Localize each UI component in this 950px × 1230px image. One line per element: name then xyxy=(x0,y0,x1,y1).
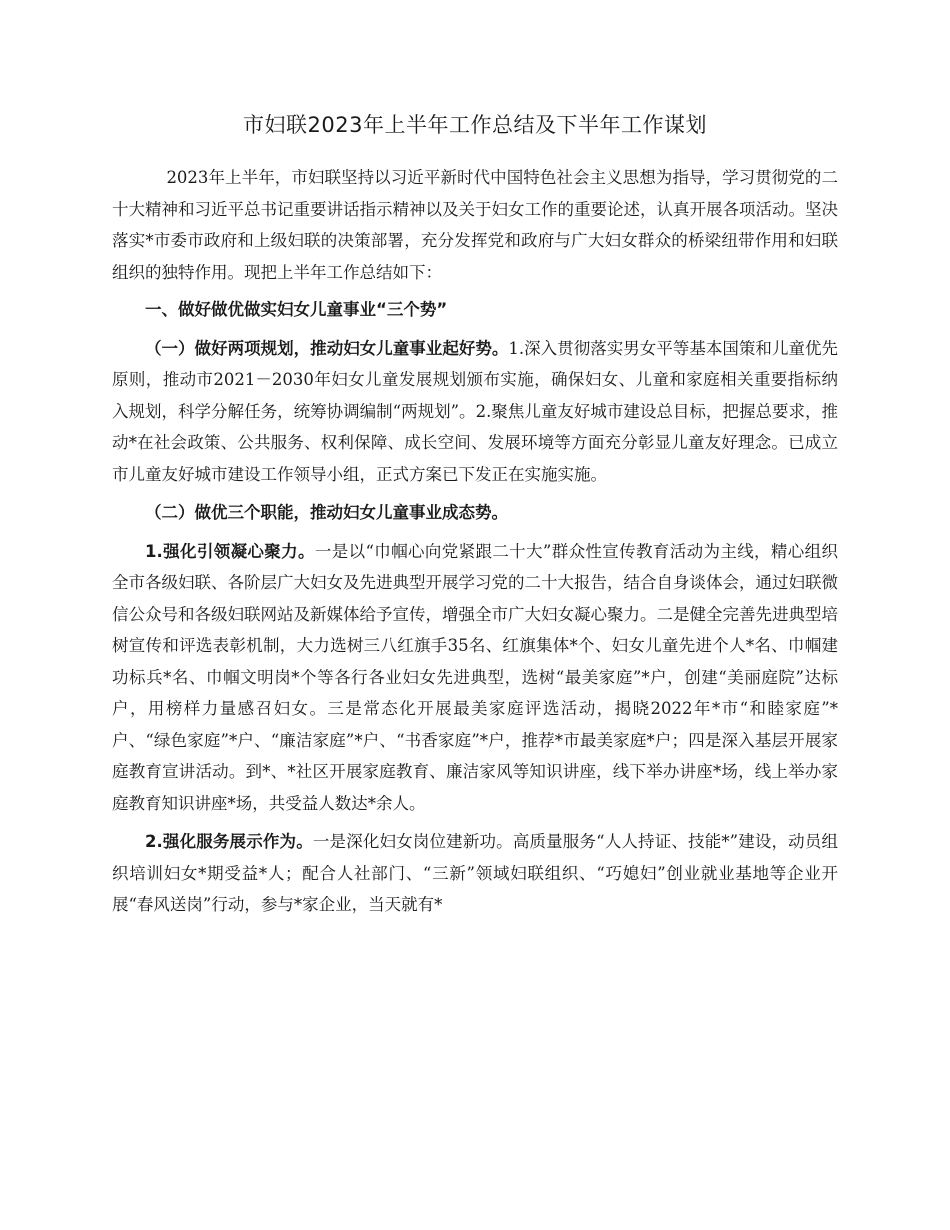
intro-paragraph: 2023年上半年，市妇联坚持以习近平新时代中国特色社会主义思想为指导，学习贯彻党的二十大精神和习近平总书记重要讲话指示精神以及关于妇女工作的重要论述，认真开展各项活动。坚决落实*市委市政府和上级妇联的决策部署，充分发挥党和政府与广大妇女群众的桥梁纽带作用和妇联组织的独特作用。现把上半年工作总结如下： xyxy=(112,168,838,282)
item-2-heading: 2.强化服务展示作为。 xyxy=(145,832,313,851)
item-1-body: 一是以“巾帼心向党紧跟二十大”群众性宣传教育活动为主线，精心组织全市各级妇联、各阶层广大妇女及先进典型开展学习党的二十大报告，结合自身谈体会，通过妇联微信公众号和各级妇联网站及新媒体给予宣传，增强全市广大妇女凝心聚力。二是健全完善先进典型培树宣传和评选表彰机制，大力选树三八红旗手35名、红旗集体*个、妇女儿童先进个人*名、巾帼建功标兵*名、巾帼文明岗*个等各行各业妇女先进典型，选树“最美家庭”*户，创建“美丽庭院”达标户，用榜样力量感召妇女。三是常态化开展最美家庭评选活动，揭晓2022年*市“和睦家庭”*户、“绿色家庭”*户、“廉洁家庭”*户、“书香家庭”*户，推荐*市最美家庭*户；四是深入基层开展家庭教育宣讲活动。到*、*社区开展家庭教育、廉洁家风等知识讲座，线下举办讲座*场，线上举办家庭教育知识讲座*场，共受益人数达*余人。 xyxy=(112,541,839,813)
document-page xyxy=(112,110,838,921)
item-1-heading: 1.强化引领凝心聚力。 xyxy=(145,541,315,561)
subsection-1-body: 1.深入贯彻落实男女平等基本国策和儿童优先原则，推动市2021－2030年妇女儿童发展规划颁布实施，确保妇女、儿童和家庭相关重要指标纳入规划，科学分解任务，统筹协调编制“两规划”。2.聚焦儿童友好城市建设总目标，把握总要求，推动*在社会政策、公共服务、权利保障、成长空间、发展环境等方面充分彰显儿童友好理念。已成立市儿童友好城市建设工作领导小组，正式方案已下发正在实施实施。 xyxy=(112,338,838,484)
subsection-1-heading: （一）做好两项规划，推动妇女儿童事业起好势。 xyxy=(145,338,509,358)
subsection-2-heading: （二）做优三个职能，推动妇女儿童事业成态势。 xyxy=(145,503,508,522)
subsection-2-paragraph xyxy=(112,497,838,529)
subsection-1-paragraph xyxy=(112,333,838,491)
section-heading-1: 一、做好做优做实妇女儿童事业“三个势” xyxy=(145,300,448,319)
item-2-paragraph xyxy=(112,826,838,921)
document-title: 市妇联2023年上半年工作总结及下半年工作谋划 xyxy=(243,113,707,137)
item-2-body: 一是深化妇女岗位建新功。高质量服务“人人持证、技能*”建设，动员组织培训妇女*期受益*人；配合人社部门、“三新”领域妇联组织、“巧媳妇”创业就业基地等企业开展“春风送岗”行动，参与*家企业，当天就有* xyxy=(112,832,839,914)
item-1-paragraph xyxy=(112,536,838,820)
